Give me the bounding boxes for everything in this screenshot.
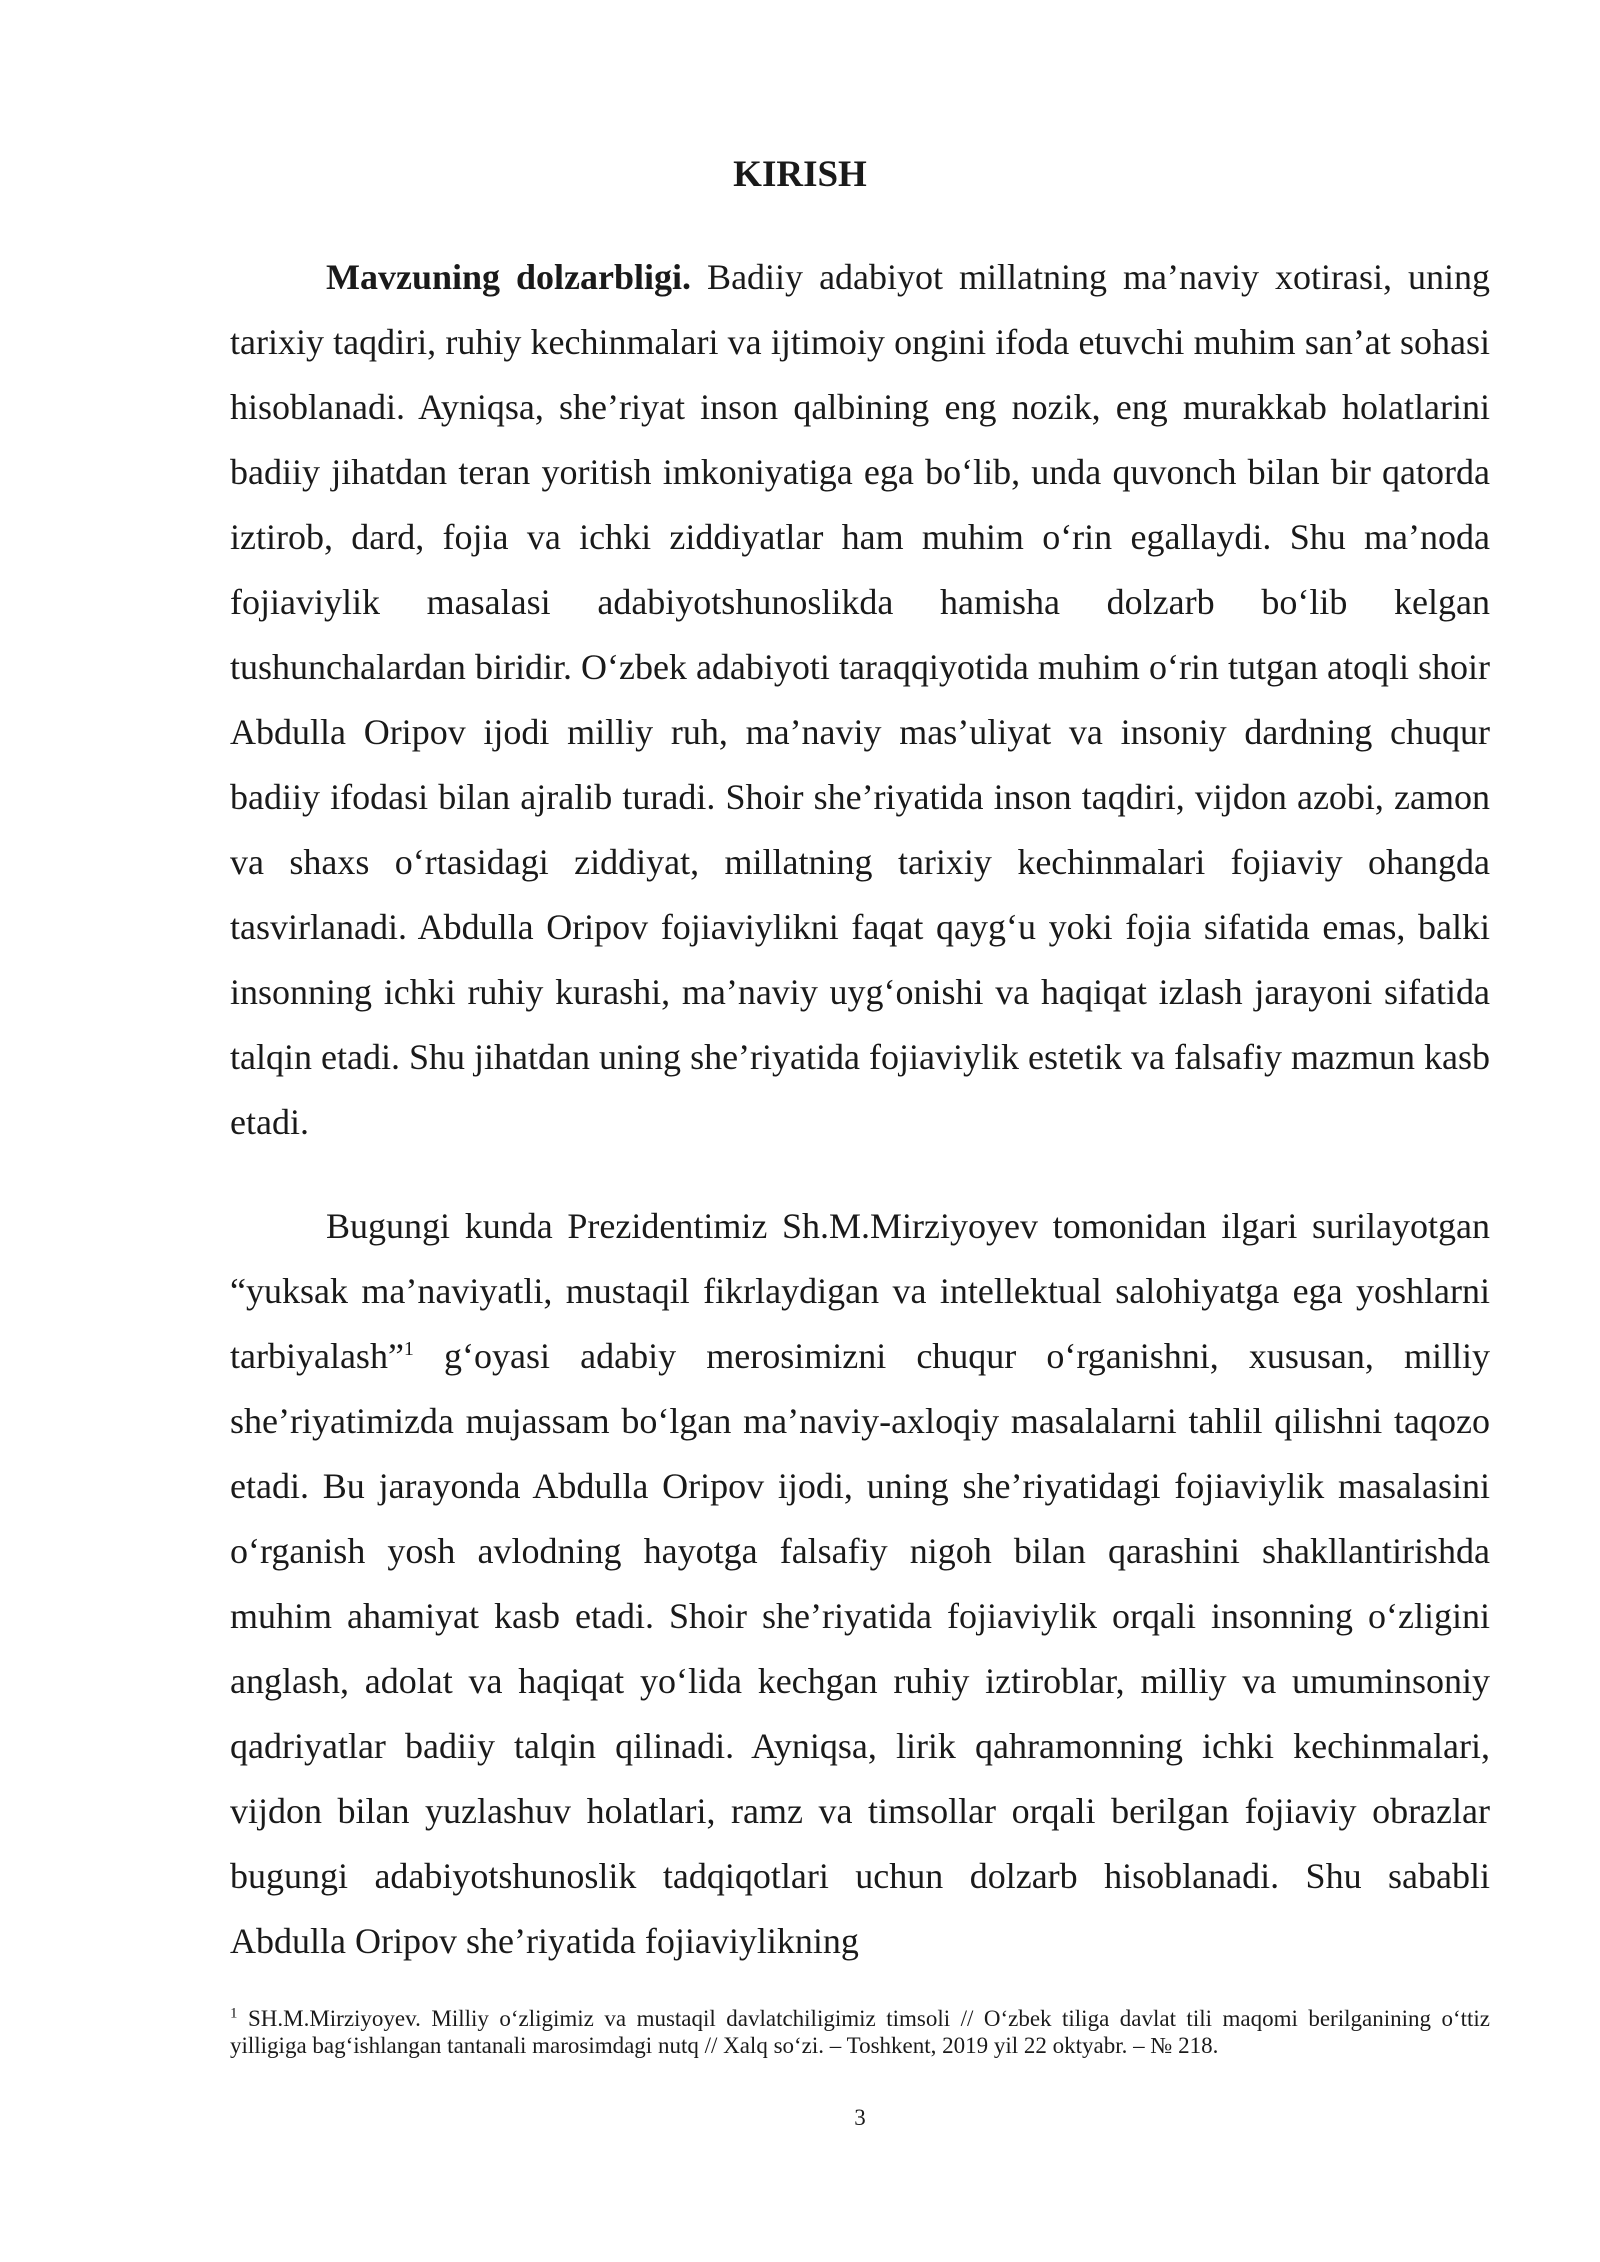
footnote-reference: 1 [403, 1338, 414, 1360]
paragraph-1 [230, 245, 1490, 1155]
paragraph-2-text-after-ref: g‘oyasi adabiy merosimizni chuqur o‘rganishni, xususan, milliy she’riyatimizda mujassam bo‘lgan ma’naviy-axloqiy masalalarni tahlil qilishni taqozo etadi. Bu jarayonda Abdulla Oripov ijodi, uning she’riyatidagi fojiaviylik masalasini o‘rganish yosh avlodning hayotga falsafiy nigoh bilan qarashini shakllantirishda muhim ahamiyat kasb etadi. Shoir she’riyatida fojiaviylik orqali insonning o‘zligini anglash, adolat va haqiqat yo‘lida kechgan ruhiy iztiroblar, milliy va umuminsoniy qadriyatlar badiiy talqin qilinadi. Ayniqsa, lirik qahramonning ichki kechinmalari, vijdon bilan yuzlashuv holatlari, ramz va timsollar orqali berilgan fojiaviy obrazlar bugungi adabiyotshunoslik tadqiqotlari uchun dolzarb hisoblanadi. Shu sababli Abdulla Oripov she’riyatida fojiaviylikning [230, 1336, 1490, 1961]
paragraph-2-text-before-ref: Bugungi kunda Prezidentimiz Sh.M.Mirziyoyev tomonidan ilgari surilayotgan “yuksak ma’naviyatli, mustaqil fikrlaydigan va intellektual salohiyatga ega yoshlarni tarbiyalash” [230, 1206, 1490, 1376]
footnote-entry [230, 2005, 1490, 2059]
footnote [230, 2005, 1490, 2059]
section-title: KIRISH [733, 154, 867, 195]
footnote-mark: 1 [230, 2005, 238, 2022]
paragraph-context [230, 1194, 1490, 1974]
paragraph-2 [230, 1194, 1490, 1974]
paragraph-lead-heading: Mavzuning dolzarbligi. [326, 257, 692, 297]
paragraph-relevance [230, 245, 1490, 1155]
page-number: 3 [854, 2105, 866, 2130]
paragraph-1-text: Badiiy adabiyot millatning ma’naviy xotirasi, uning tarixiy taqdiri, ruhiy kechinmalari va ijtimoiy ongini ifoda etuvchi muhim san’at sohasi hisoblanadi. Ayniqsa, she’riyat inson qalbining eng nozik, eng murakkab holatlarini badiiy jihatdan teran yoritish imkoniyatiga ega bo‘lib, unda quvonch bilan bir qatorda iztirob, dard, fojia va ichki ziddiyatlar ham muhim o‘rin egallaydi. Shu ma’noda fojiaviylik masalasi adabiyotshunoslikda hamisha dolzarb bo‘lib kelgan tushunchalardan biridir. O‘zbek adabiyoti taraqqiyotida muhim o‘rin tutgan atoqli shoir Abdulla Oripov ijodi milliy ruh, ma’naviy mas’uliyat va insoniy dardning chuqur badiiy ifodasi bilan ajralib turadi. Shoir she’riyatida inson taqdiri, vijdon azobi, zamon va shaxs o‘rtasidagi ziddiyat, millatning tarixiy kechinmalari fojiaviy ohangda tasvirlanadi. Abdulla Oripov fojiaviylikni faqat qayg‘u yoki fojia sifatida emas, balki insonning ichki ruhiy kurashi, ma’naviy uyg‘onishi va haqiqat izlash jarayoni sifatida talqin etadi. Shu jihatdan uning she’riyatida fojiaviylik estetik va falsafiy mazmun kasb etadi. [230, 257, 1490, 1142]
footnote-text: SH.M.Mirziyoyev. Milliy o‘zligimiz va mustaqil davlatchiligimiz timsoli // O‘zbek tiliga davlat tili maqomi berilganining o‘ttiz yilligiga bag‘ishlangan tantanali marosimdagi nutq // Xalq so‘zi. – Toshkent, 2019 yil 22 oktyabr. – № 218. [230, 2006, 1490, 2058]
